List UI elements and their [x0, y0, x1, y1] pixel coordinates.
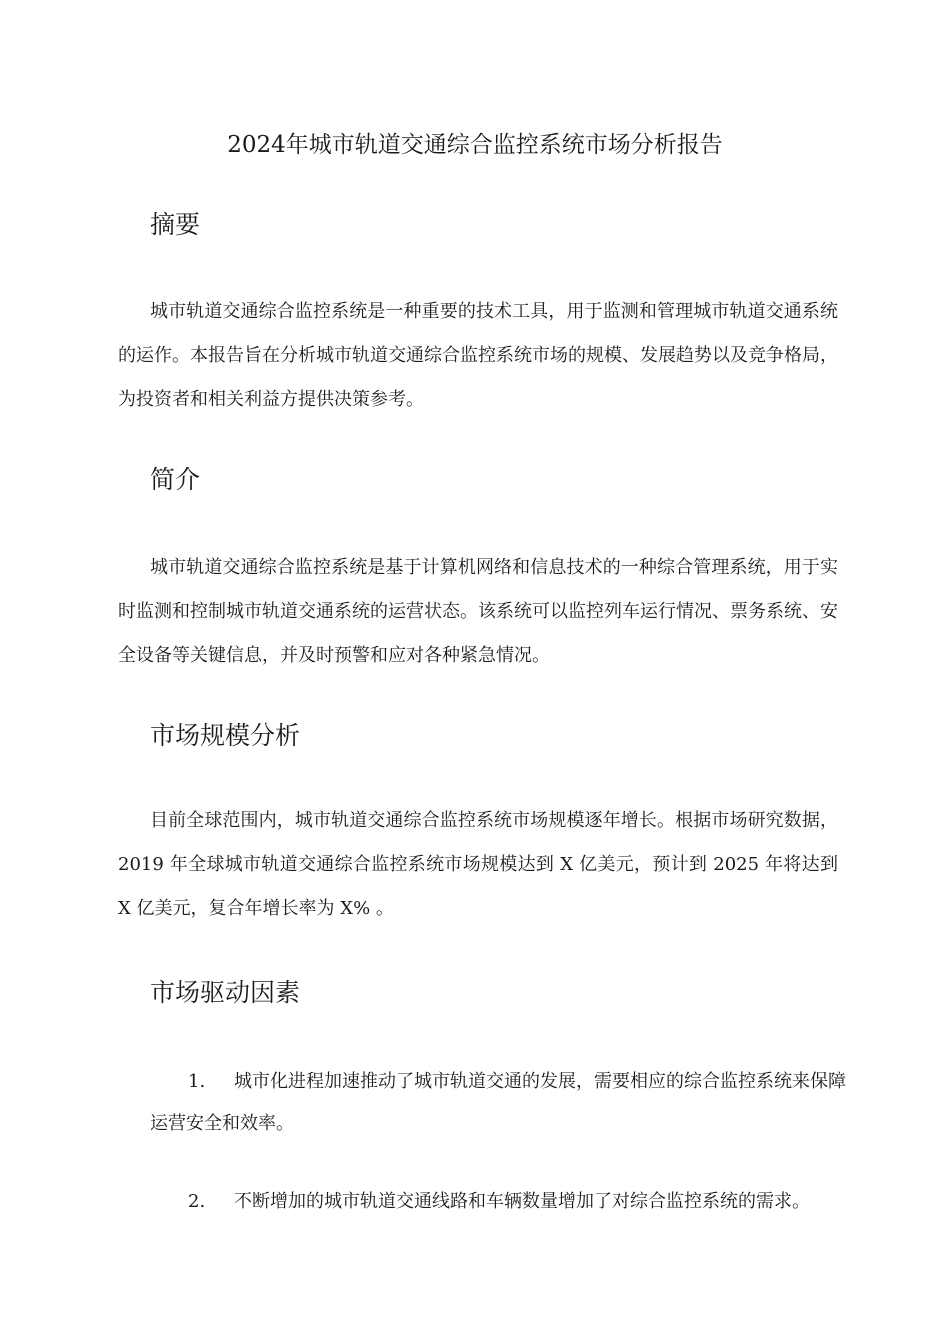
section-paragraph-market-size: 目前全球范围内，城市轨道交通综合监控系统市场规模逐年增长。根据市场研究数据，2019 年全球城市轨道交通综合监控系统市场规模达到 X 亿美元，预计到 2025 年将达到 X 亿美元，复合年增长率为 X% 。	[118, 810, 838, 919]
section-heading-abstract: 摘要	[150, 210, 201, 239]
list-item-text: 城市化进程加速推动了城市轨道交通的发展，需要相应的综合监控系统来保障运营安全和效率。	[150, 1071, 846, 1134]
list-item	[150, 1181, 850, 1223]
list-item-number: 2.	[188, 1191, 206, 1212]
list-item	[150, 1061, 850, 1145]
section-heading-market-size: 市场规模分析	[150, 721, 301, 750]
section-heading-market-drivers: 市场驱动因素	[150, 978, 301, 1007]
list-item-text: 不断增加的城市轨道交通线路和车辆数量增加了对综合监控系统的需求。	[234, 1191, 810, 1212]
section-paragraph-abstract: 城市轨道交通综合监控系统是一种重要的技术工具，用于监测和管理城市轨道交通系统的运作。本报告旨在分析城市轨道交通综合监控系统市场的规模、发展趋势以及竞争格局，为投资者和相关利益方提供决策参考。	[118, 301, 838, 410]
section-heading-introduction: 简介	[150, 465, 201, 494]
section-paragraph-introduction: 城市轨道交通综合监控系统是基于计算机网络和信息技术的一种综合管理系统，用于实时监测和控制城市轨道交通系统的运营状态。该系统可以监控列车运行情况、票务系统、安全设备等关键信息，并及时预警和应对各种紧急情况。	[118, 557, 838, 666]
document-title: 2024年城市轨道交通综合监控系统市场分析报告	[227, 132, 723, 158]
list-item-number: 1.	[188, 1071, 206, 1092]
